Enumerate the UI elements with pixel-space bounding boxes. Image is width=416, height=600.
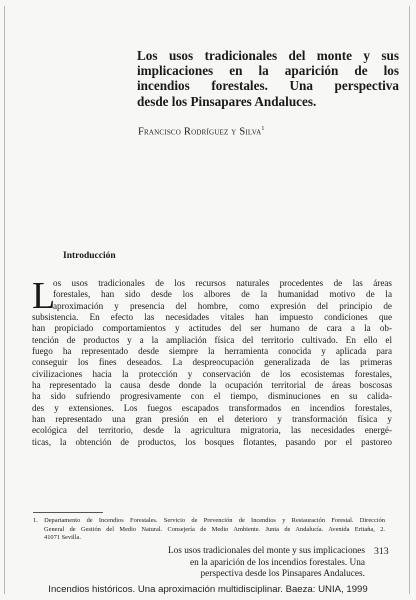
footnote-line: 1. Departamento de Incendios Forestales. Servicio de Prevención de Incendios y Restauración Forestal. Dirección [33,517,385,524]
page-number: 313 [374,546,389,557]
article-title [137,48,399,109]
body-line: fuego ha representado desde siempre la herramienta conocida y aplicada para [32,346,392,357]
body-line: aproximación y presencia del hombre, como expresión del principio de [53,300,392,311]
section-heading: Introducción [63,251,116,261]
body-line: conseguir los fines deseados. La despreocupación generalizada de las primeras [32,357,392,368]
running-title [160,546,365,581]
source-footer: Incendios históricos. Una aproximación multidisciplinar. Baeza: UNIA, 1999 [48,584,368,595]
footnote-line: 41071 Sevilla. [44,534,81,542]
body-line: ha sido sufriendo progresivamente con el tiempo, disminuciones en su calida- [32,391,392,402]
author-name [138,126,265,138]
title-line: incendios forestales. Una perspectiva [137,78,399,94]
drop-cap: L [32,275,56,317]
body-line: ecológica del territorio, desde la agricultura migratoria, las necesidades energé- [32,425,392,436]
body-line: ticas, la obtención de productos, los bosques flotantes, pasando por el pastoreo [32,436,392,447]
author-footnote-marker: 1 [261,126,265,132]
body-line: han representado una gran presión en el deterioro y transformación física y [32,414,392,425]
title-line: implicaciones en la aparición de los [137,63,399,79]
body-line: ha representado la causa desde donde la ocupación territorial de áreas boscosas [32,380,392,391]
body-line: civilizaciones hacia la protección y conservación de los ecosistemas forestales, [32,368,392,379]
title-line: desde los Pinsapares Andaluces. [137,93,317,109]
body-line: tención de productos y a la ampliación física del territorio cultivado. En ello el [32,334,392,345]
body-line: subsistencia. En efecto las necesidades vitales han impuesto condiciones que [32,312,392,323]
body-text [32,275,392,448]
running-title-line: en la aparición de los incendios forestales. Una [189,557,365,568]
body-line: forestales, han sido desde los albores de la humanidad motivo de la [53,289,392,300]
body-line: han propiciado comportamientos y actitudes del ser humano de cara a la ob- [32,323,392,334]
footnote-rule [33,512,103,513]
body-line: des y extensiones. Los fuegos escapados transformados en incendios forestales, [32,402,392,413]
footnote-line: General de Gestión del Medio Natural. Consejería de Medio Ambiente. Junta de Andalucía. Avenida Eritaña, 2. [44,525,385,533]
running-title-line: perspectiva desde los Pinsapares Andaluces. [200,569,365,579]
running-title-line: Los usos tradicionales del monte y sus implicaciones [167,546,365,556]
footnote [33,517,385,543]
author-text: Francisco Rodríguez y Silva [138,126,262,138]
body-line: os usos tradicionales de los recursos naturales procedentes de las áreas [53,278,392,288]
page-edge-left [4,6,5,594]
title-line: Los usos tradicionales del monte y sus [137,48,399,63]
page-edge-right [409,6,410,594]
